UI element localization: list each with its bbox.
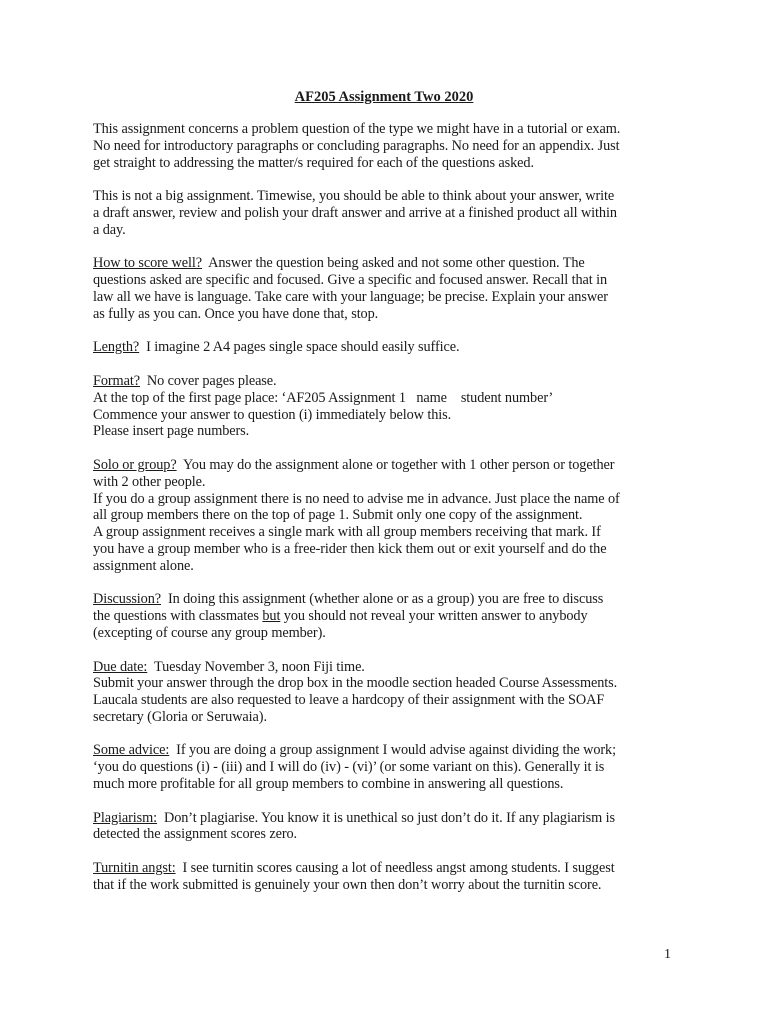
score-line: questions asked are specific and focused. Give a specific and focused answer. Recall that in	[93, 272, 608, 289]
discussion-text-pre: the questions with classmates	[93, 608, 263, 625]
format-line: At the top of the first page place: ‘AF205 Assignment 1 name student number’	[93, 389, 554, 406]
page-number: 1	[664, 947, 671, 962]
score-line: as fully as you can. Once you have done that, stop.	[93, 305, 379, 322]
due-line: Laucala students are also requested to leave a hardcopy of their assignment with the SOAF	[93, 692, 605, 709]
plagiarism-line: detected the assignment scores zero.	[93, 826, 298, 843]
length-paragraph	[93, 339, 678, 356]
solo-text: You may do the assignment alone or together with 1 other person or together	[176, 456, 615, 473]
discussion-heading: Discussion?	[93, 591, 161, 608]
size-line: a day.	[93, 221, 126, 238]
turnitin-first-line	[93, 860, 678, 877]
score-line: law all we have is language. Take care with your language; be precise. Explain your answer	[93, 288, 608, 305]
score-heading: How to score well?	[93, 255, 202, 272]
intro-line: get straight to addressing the matter/s required for each of the questions asked.	[93, 154, 534, 171]
advice-line: much more profitable for all group members to combine in answering all questions.	[93, 776, 564, 793]
plagiarism-paragraph	[93, 810, 678, 844]
score-first-line	[93, 255, 678, 272]
discussion-first-line	[93, 591, 678, 608]
solo-line: assignment alone.	[93, 557, 194, 574]
solo-line: you have a group member who is a free-rider then kick them out or exit yourself and do the	[93, 540, 607, 557]
plagiarism-text: Don’t plagiarise. You know it is unethical so just don’t do it. If any plagiarism is	[157, 809, 615, 826]
discussion-text: In doing this assignment (whether alone or as a group) you are free to discuss	[161, 591, 604, 608]
length-heading: Length?	[93, 339, 140, 356]
length-text: I imagine 2 A4 pages single space should easily suffice.	[139, 339, 460, 356]
format-line: Commence your answer to question (i) immediately below this.	[93, 406, 452, 423]
advice-first-line	[93, 742, 678, 759]
due-line: secretary (Gloria or Seruwaia).	[93, 708, 267, 725]
solo-first-line	[93, 457, 678, 474]
turnitin-heading: Turnitin angst:	[93, 860, 176, 877]
format-first-line	[93, 373, 678, 390]
solo-line: A group assignment receives a single mark with all group members receiving that mark. If	[93, 524, 601, 541]
turnitin-line: that if the work submitted is genuinely your own then don’t worry about the turnitin score.	[93, 876, 602, 893]
document-body	[93, 121, 678, 910]
size-line: This is not a big assignment. Timewise, you should be able to think about your answer, write	[93, 188, 615, 205]
solo-line: all group members there on the top of page 1. Submit only one copy of the assignment.	[93, 507, 583, 524]
format-line: Please insert page numbers.	[93, 423, 250, 440]
score-text: Answer the question being asked and not some other question. The	[201, 255, 585, 272]
discussion-second-line	[93, 608, 678, 625]
advice-line: ‘you do questions (i) - (iii) and I will do (iv) - (vi)’ (or some variant on this). Generally it is	[93, 759, 605, 776]
format-text: No cover pages please.	[139, 372, 277, 389]
due-heading: Due date:	[93, 658, 148, 675]
intro-paragraph	[93, 121, 678, 171]
solo-paragraph	[93, 457, 678, 575]
size-line: a draft answer, review and polish your draft answer and arrive at a finished product all within	[93, 204, 617, 221]
intro-line: No need for introductory paragraphs or concluding paragraphs. No need for an appendix. Just	[93, 137, 620, 154]
turnitin-paragraph	[93, 860, 678, 894]
format-paragraph	[93, 373, 678, 440]
format-heading: Format?	[93, 372, 140, 389]
length-line	[93, 339, 678, 356]
document-title: AF205 Assignment Two 2020	[294, 89, 474, 105]
discussion-line: (excepting of course any group member).	[93, 624, 326, 641]
advice-heading: Some advice:	[93, 742, 170, 759]
discussion-text-post: you should not reveal your written answer to anybody	[280, 608, 588, 625]
plagiarism-heading: Plagiarism:	[93, 809, 158, 826]
discussion-paragraph	[93, 591, 678, 641]
plagiarism-first-line	[93, 810, 678, 827]
advice-text: If you are doing a group assignment I would advise against dividing the work;	[169, 742, 616, 759]
intro-line: This assignment concerns a problem question of the type we might have in a tutorial or exam.	[93, 121, 621, 137]
solo-line: with 2 other people.	[93, 473, 206, 490]
size-paragraph	[93, 188, 678, 238]
due-line: Submit your answer through the drop box in the moodle section headed Course Assessments.	[93, 675, 618, 692]
due-text: Tuesday November 3, noon Fiji time.	[147, 658, 365, 675]
solo-line: If you do a group assignment there is no need to advise me in advance. Just place the name of	[93, 490, 620, 507]
turnitin-text: I see turnitin scores causing a lot of needless angst among students. I suggest	[175, 860, 615, 877]
due-first-line	[93, 659, 678, 676]
score-paragraph	[93, 255, 678, 322]
discussion-emphasis: but	[262, 608, 281, 625]
solo-heading: Solo or group?	[93, 456, 177, 473]
advice-paragraph	[93, 742, 678, 792]
due-paragraph	[93, 659, 678, 726]
